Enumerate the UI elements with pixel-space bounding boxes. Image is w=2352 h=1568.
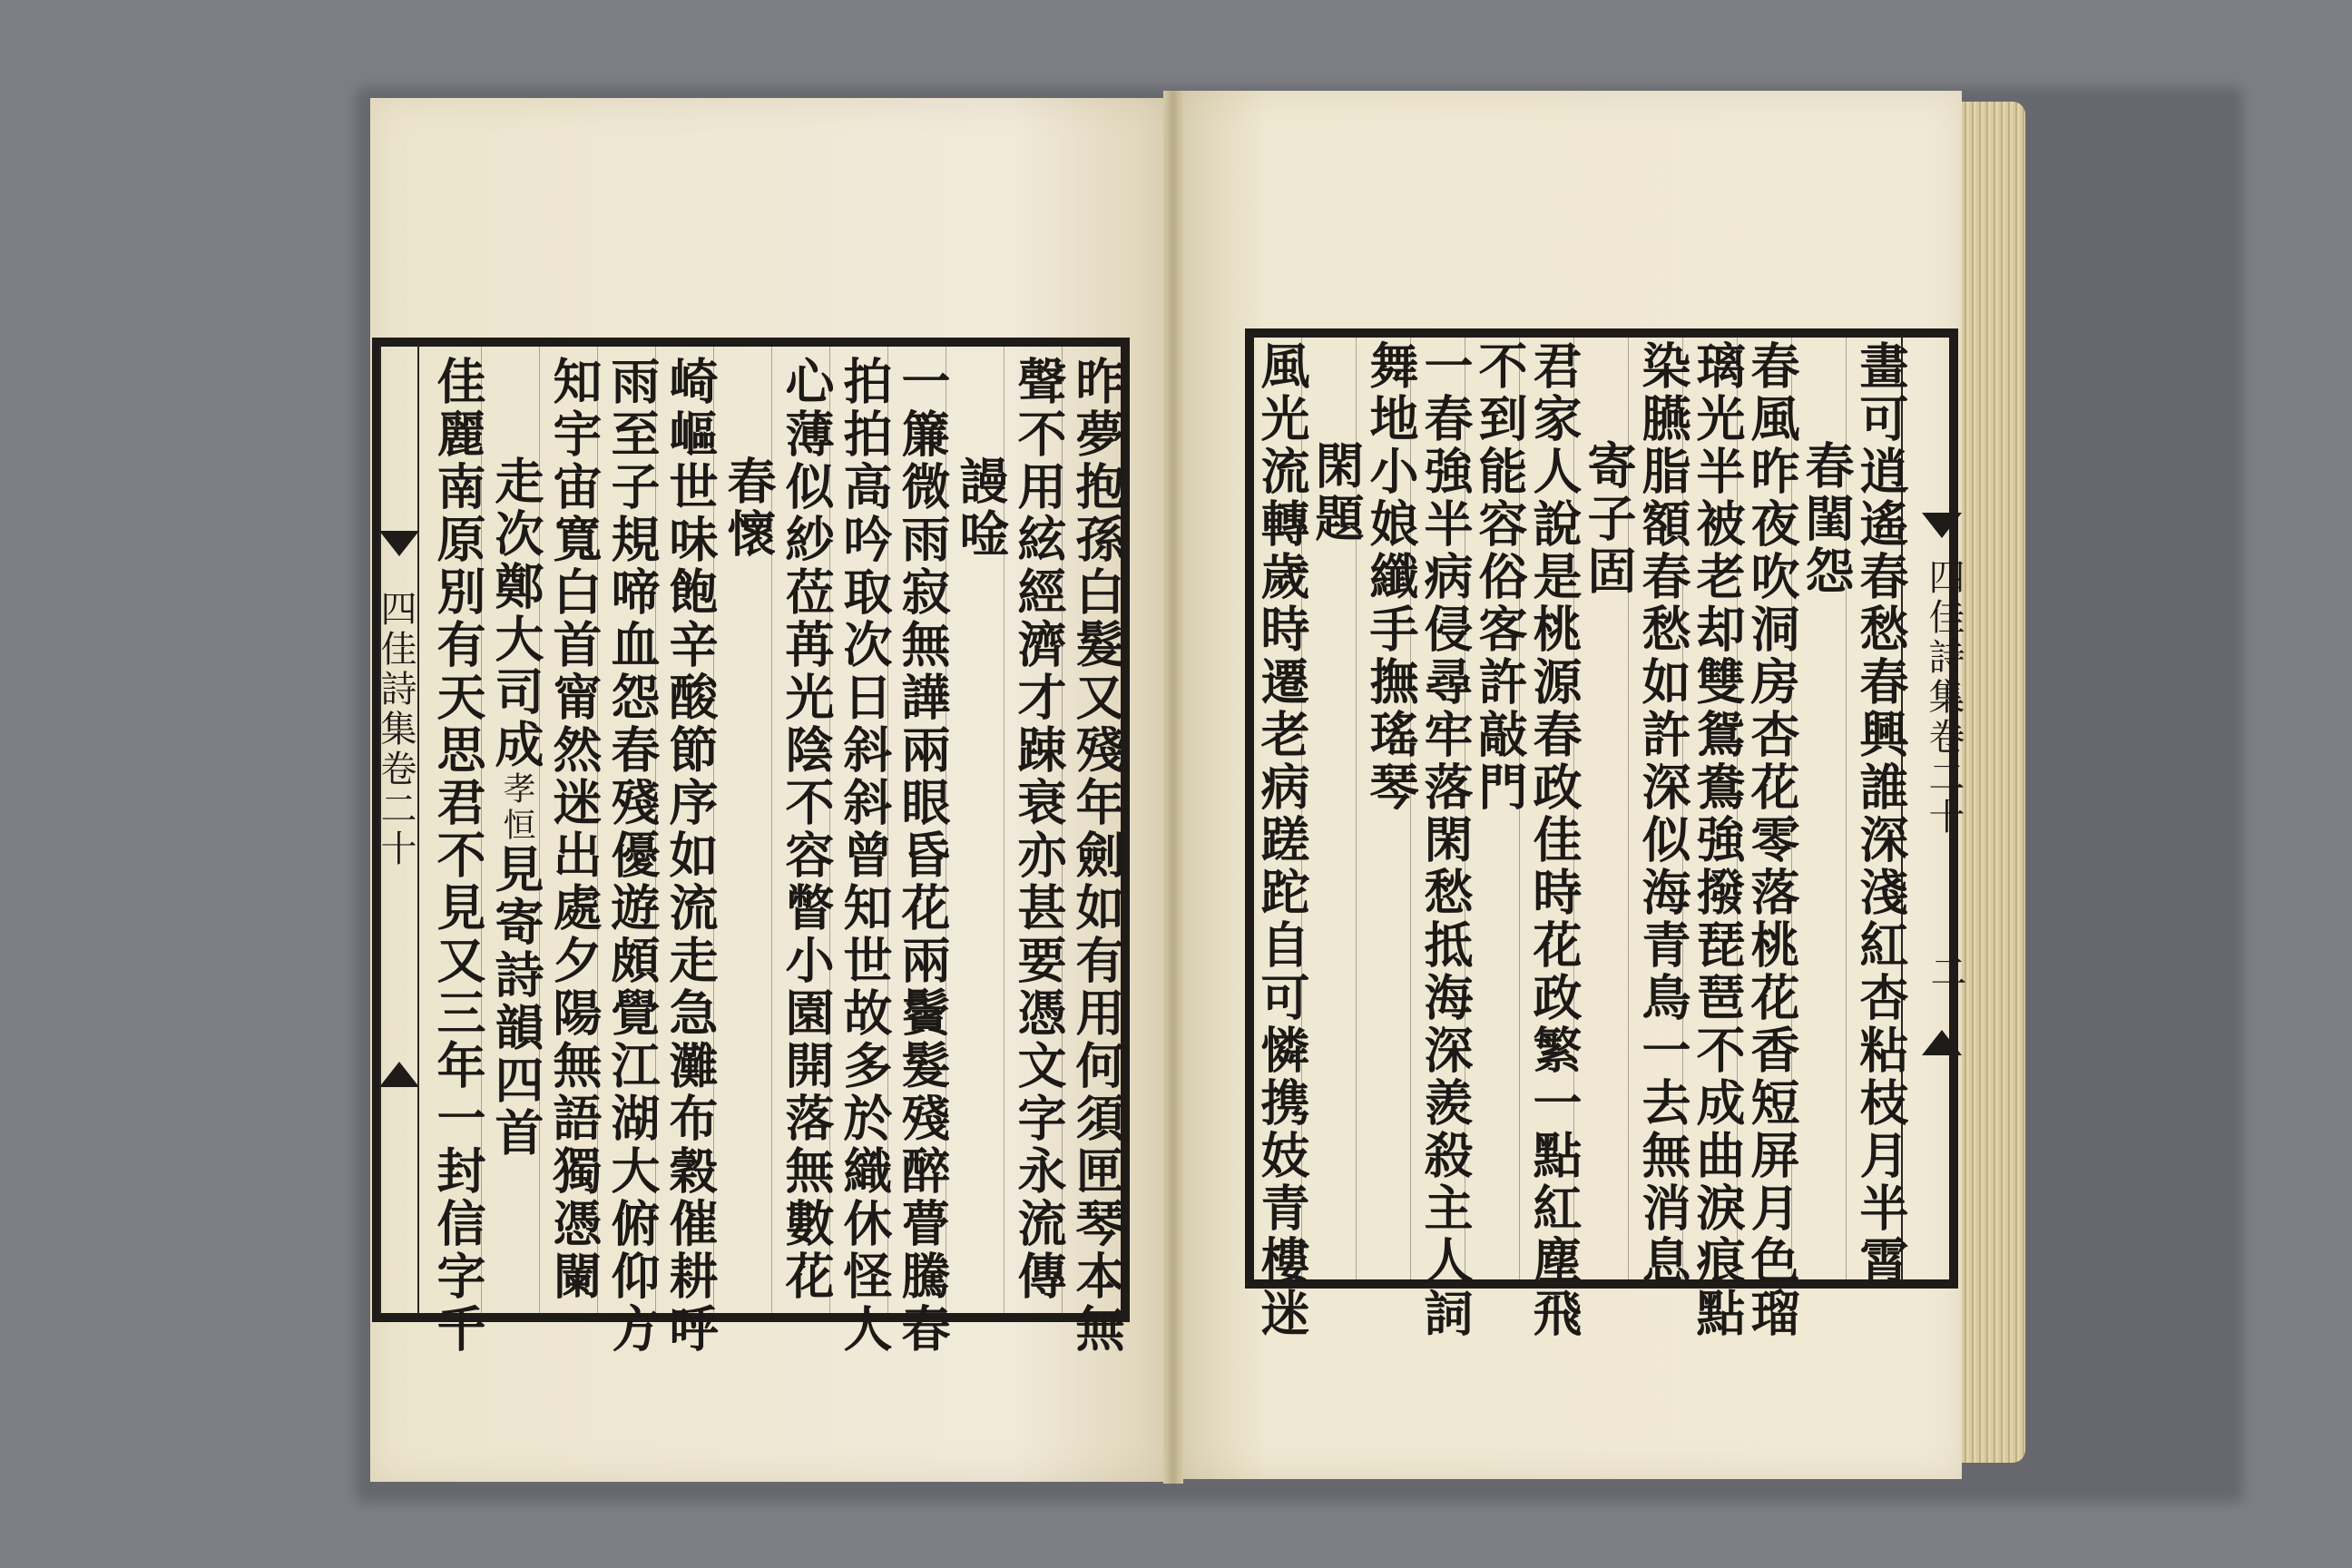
- column-text: 心薄似紗莅苒光陰不容瞥小園開落無數花: [778, 356, 836, 1303]
- left-margin-title: 四佳詩集卷二十: [375, 590, 416, 869]
- annotation-text: 孝恒: [498, 771, 535, 844]
- text-column: [1634, 340, 1692, 1288]
- column-text: 春風昨夜吹洞房杏花零落桃花香短屏月色瑠: [1743, 340, 1801, 1340]
- poem-title-column: [487, 456, 545, 1160]
- column-text: 君家人說是桃源春政佳時花政繁一點紅塵飛: [1525, 340, 1583, 1340]
- fishtail-ornament-top: [379, 531, 419, 556]
- fishtail-ornament-top: [1922, 513, 1962, 538]
- column-text: 一春強半病侵尋牢落閑愁抵海深羨殺主人詞: [1416, 340, 1475, 1340]
- text-column: [1743, 340, 1801, 1340]
- right-margin-page-number: 二: [1925, 953, 1966, 993]
- text-column: [1416, 340, 1475, 1340]
- text-column: [894, 356, 952, 1356]
- column-text: 崎嶇世味飽辛酸節序如流走急灘布穀催耕呼: [662, 356, 720, 1356]
- column-text: 染臙脂額春愁如許深似海青鳥一去無消息: [1634, 340, 1692, 1288]
- column-text: 聲不用絃經濟才踈衰亦甚要憑文字永流傳: [1010, 356, 1068, 1303]
- page-edges: [1962, 102, 2025, 1463]
- fishtail-ornament-bottom: [1922, 1030, 1962, 1055]
- column-text: 一簾微雨寂無譁兩眼昏花兩鬢髮殘醉瞢騰春: [894, 356, 952, 1356]
- column-text: 春懷: [720, 456, 778, 561]
- column-text: 寄子固: [1580, 440, 1638, 598]
- fishtail-ornament-bottom: [379, 1062, 419, 1087]
- column-text: 佳麗南原別有天思君不見又三年一封信字千: [429, 356, 487, 1356]
- column-text: 風光流轉歲時遷老病蹉跎自可憐携妓青樓迷: [1253, 340, 1311, 1340]
- column-text: 謾唫: [952, 456, 1010, 561]
- column-text: 昨夢抱孫白髮又殘年劍如有用何須匣琴本無: [1068, 356, 1126, 1356]
- column-text: 拍拍高吟取次日斜斜曾知世故多於織休怪人: [836, 356, 894, 1356]
- column-text: 春閨怨: [1798, 440, 1856, 598]
- margin-rule: [417, 345, 419, 1314]
- right-margin-title: 四佳詩集卷二十: [1923, 558, 1965, 838]
- poem-title-column: [1308, 440, 1366, 545]
- poem-title-column: [1580, 440, 1638, 598]
- text-column: [1689, 340, 1747, 1340]
- column-text: 知宇宙寬白首甯然迷出處夕陽無語獨憑闌: [545, 356, 603, 1303]
- column-text: 舞地小娘纖手撫瑤琴: [1362, 340, 1420, 814]
- text-column: [1253, 340, 1311, 1340]
- text-column: [429, 356, 487, 1356]
- text-column: [1471, 340, 1529, 814]
- poem-title-column: [1798, 440, 1856, 598]
- column-text: 不到能容俗客許敲門: [1471, 340, 1529, 814]
- book-gutter: [1163, 91, 1183, 1484]
- text-column: [1068, 356, 1126, 1356]
- column-text: 雨至子規啼血怨春殘優遊頗覺江湖大俯仰方: [603, 356, 662, 1356]
- column-text: 畫可逍遙春愁春興誰深淺紅杏粘枝月半霄: [1852, 340, 1910, 1288]
- text-column: [603, 356, 662, 1356]
- column-text: 走次鄭大司成: [487, 456, 545, 771]
- text-column: [1010, 356, 1068, 1303]
- text-column: [1362, 340, 1420, 814]
- text-column: [1852, 340, 1910, 1288]
- column-text: 閑題: [1308, 440, 1366, 545]
- text-column: [1525, 340, 1583, 1340]
- text-column: [778, 356, 836, 1303]
- poem-title-column: [952, 456, 1010, 561]
- text-column: [662, 356, 720, 1356]
- text-column: [836, 356, 894, 1356]
- poem-title-column: [720, 456, 778, 561]
- text-column: [545, 356, 603, 1303]
- column-text-continued: 見寄詩韻四首: [487, 844, 545, 1160]
- column-text: 璃光半被老却雙鴛鴦強撥琵琶不成曲淚痕點: [1689, 340, 1747, 1340]
